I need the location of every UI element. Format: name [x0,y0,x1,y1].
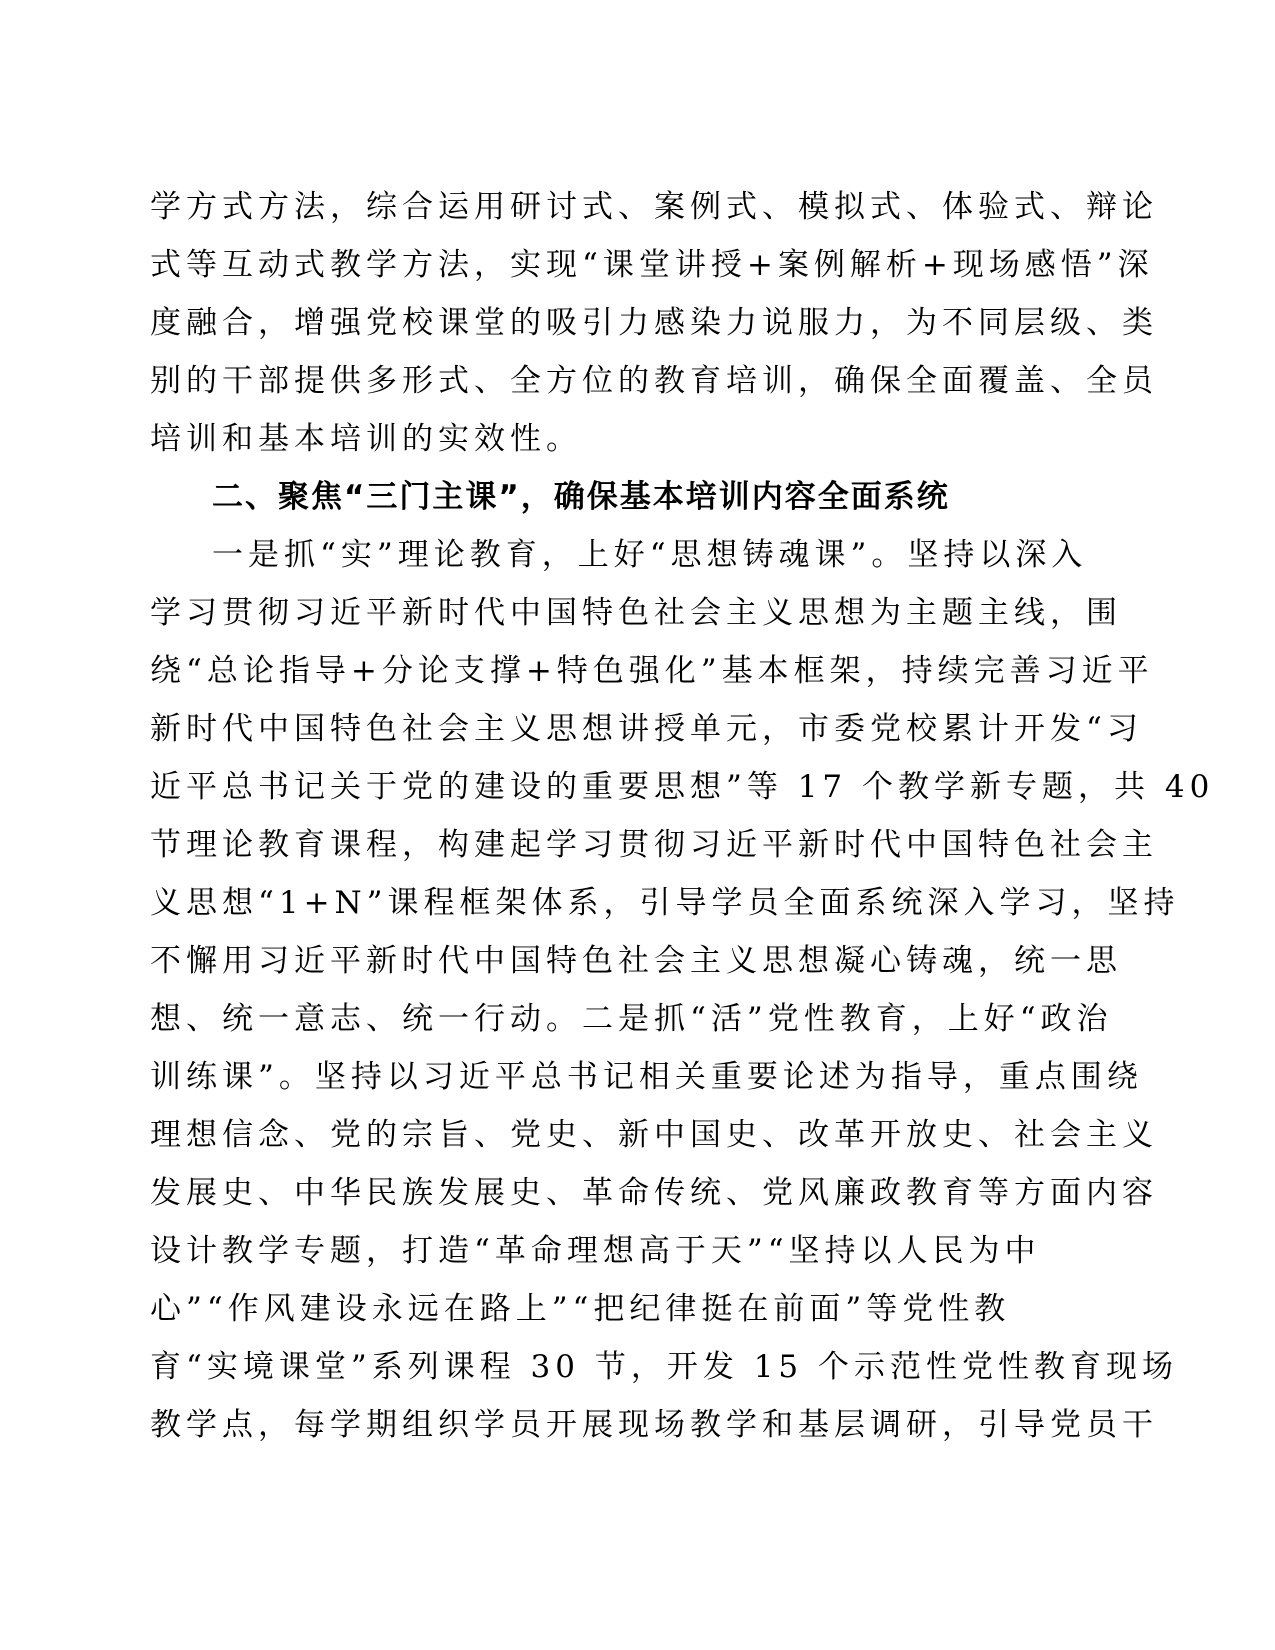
paragraph-line: 学方式方法，综合运用研讨式、案例式、模拟式、体验式、辩论 [150,189,1158,225]
paragraph-line: 节理论教育课程，构建起学习贯彻习近平新时代中国特色社会主 [150,827,1158,863]
paragraph-line: 新时代中国特色社会主义思想讲授单元，市委党校累计开发“习 [150,711,1143,747]
paragraph-line: 义思想“1+N”课程框架体系，引导学员全面系统深入学习，坚持 [150,885,1180,921]
paragraph-line: 度融合，增强党校课堂的吸引力感染力说服力，为不同层级、类 [150,305,1158,341]
paragraph-line: 育“实境课堂”系列课程 30 节，开发 15 个示范性党性教育现场 [150,1349,1179,1385]
paragraph-line: 教学点，每学期组织学员开展现场教学和基层调研，引导党员干 [150,1407,1158,1443]
paragraph-line: 培训和基本培训的实效性。 [150,421,582,457]
paragraph-line: 设计教学专题，打造“革命理想高于天”“坚持以人民为中 [150,1233,1041,1269]
paragraph-line: 别的干部提供多形式、全方位的教育培训，确保全面覆盖、全员 [150,363,1158,399]
paragraph-line: 想、统一意志、统一行动。二是抓“活”党性教育，上好“政治 [150,1001,1113,1037]
paragraph-line: 近平总书记关于党的建设的重要思想”等 17 个教学新专题，共 40 [150,769,1215,805]
paragraph-line: 理想信念、党的宗旨、党史、新中国史、改革开放史、社会主义 [150,1117,1158,1153]
paragraph-line: 学习贯彻习近平新时代中国特色社会主义思想为主题主线，围 [150,595,1122,631]
paragraph-line: 心”“作风建设永远在路上”“把纪律挺在前面”等党性教 [150,1291,1011,1327]
paragraph-line: 一是抓“实”理论教育，上好“思想铸魂课”。坚持以深入 [212,537,1088,573]
section-heading: 二、聚焦“三门主课”，确保基本培训内容全面系统 [212,479,950,515]
paragraph-line: 不懈用习近平新时代中国特色社会主义思想凝心铸魂，统一思 [150,943,1122,979]
document-body [150,178,1215,1454]
paragraph-line: 式等互动式教学方法，实现“课堂讲授+案例解析+现场感悟”深 [150,247,1154,283]
paragraph-line: 发展史、中华民族发展史、革命传统、党风廉政教育等方面内容 [150,1175,1158,1211]
paragraph-line: 训练课”。坚持以习近平总书记相关重要论述为指导，重点围绕 [150,1059,1143,1095]
paragraph-line: 绕“总论指导+分论支撑+特色强化”基本框架，持续完善习近平 [150,653,1154,689]
